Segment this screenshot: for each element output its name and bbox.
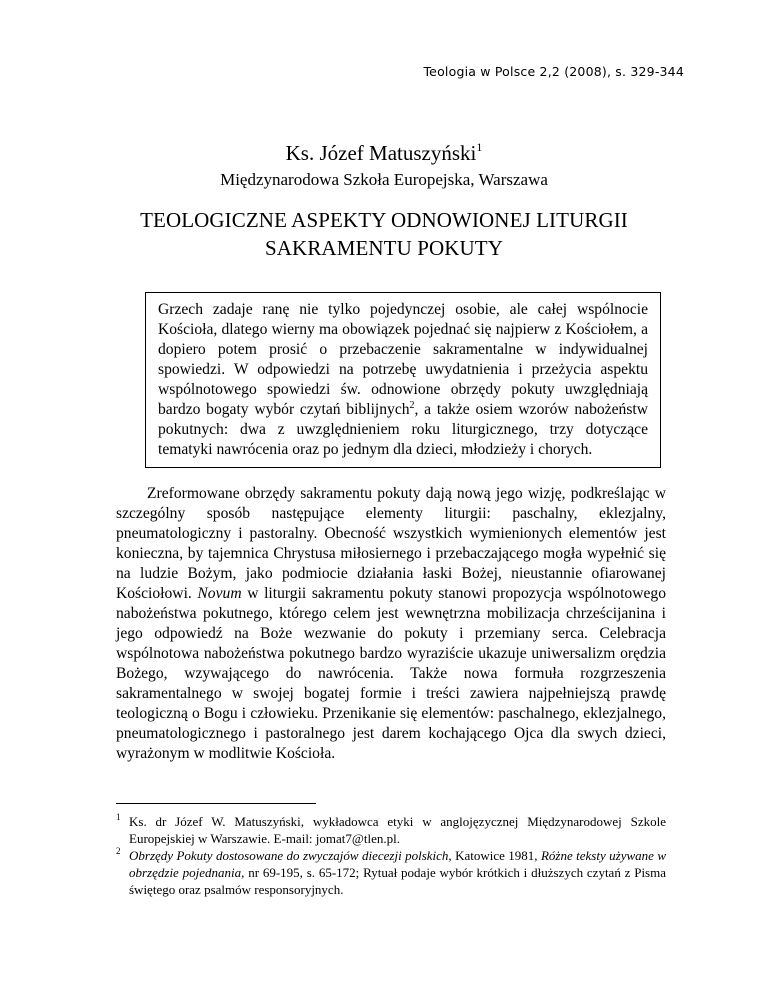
body-text-2: w liturgii sakramentu pokuty stanowi propozycja wspólnotowego nabożeństwa pokutnego, którego celem jest wewnętrzna mobilizacja chrześcijanina i jego odpowiedź na Boże wezwanie do pokuty i przemiany serca. Celebracja wspólnotowa nabożeństwa pokutnego bardzo wyraziście ukazuje uniwersalizm orędzia Bożego, wzywającego do nawrócenia. Także nowa formuła rozgrzeszenia sakramentalnego w swojej bogatej formie i treści zawiera najpełniejszą prawdę teologiczną o Bogu i człowieku. Przenikanie się elementów: paschalnego, eklezjalnego, pneumatologicznego i pastoralnego jest darem kochającego Ojca dla swych dzieci, wyrażonym w modlitwie Kościoła. xyxy=(116,585,666,762)
title-line-2: SAKRAMENTU POKUTY xyxy=(265,236,503,260)
footnote-1 xyxy=(116,813,666,847)
abstract-footnote-ref[interactable]: 2 xyxy=(409,400,415,411)
author-line xyxy=(0,140,768,166)
abstract-text-2: , a także osiem wzorów nabożeństw pokutnych: dwa z uwzględnieniem roku liturgicznego, trzy dotyczące tematyki nawrócenia oraz po jednym dla dzieci, młodzieży i chorych. xyxy=(158,401,648,458)
footnote-2-plain-2: , nr 69-195, s. 65-172; Rytuał podaje wybór krótkich i dłuższych czytań z Pisma świętego oraz psalmów responsoryjnych. xyxy=(129,865,667,897)
footnote-2-plain-1: Katowice 1981, xyxy=(451,848,541,863)
footnotes xyxy=(116,813,666,898)
footnote-2 xyxy=(116,847,666,898)
footnote-divider xyxy=(116,803,316,804)
abstract-text-1: Grzech zadaje ranę nie tylko pojedynczej osobie, ale całej wspólnocie Kościoła, dlatego wierny ma obowiązek pojednać się najpierw z Kościołem, a dopiero potem prosić o przebaczenie sakramentalne w indywidualnej spowiedzi. W odpowiedzi na potrzebę uwydatnienia i przeżycia aspektu wspólnotowego spowiedzi św. odnowione obrzędy pokuty uwzględniają bardzo bogaty wybór czytań biblijnych xyxy=(158,301,648,418)
footnote-1-number: 1 xyxy=(116,812,121,822)
footnote-2-italic-2: Różne teksty używane w obrzędzie pojednania xyxy=(129,848,667,880)
author-name: Ks. Józef Matuszyński xyxy=(285,141,477,165)
author-affiliation: Międzynarodowa Szkoła Europejska, Warszawa xyxy=(220,170,548,189)
author-block xyxy=(0,140,768,192)
title-line-1: TEOLOGICZNE ASPEKTY ODNOWIONEJ LITURGII xyxy=(140,208,628,232)
author-footnote-ref[interactable]: 1 xyxy=(476,140,483,154)
journal-citation: Teologia w Polsce 2,2 (2008), s. 329-344 xyxy=(423,64,684,79)
body-paragraph xyxy=(116,484,666,764)
article-title xyxy=(0,206,768,262)
footnote-1-text: Ks. dr Józef W. Matuszyński, wykładowca etyki w anglojęzycznej Międzynarodowej Szkole Europejskiej w Warszawie. E-mail: jomat7@tlen.pl. xyxy=(129,814,666,846)
body-novum: Novum xyxy=(197,585,242,602)
footnote-2-number: 2 xyxy=(116,846,121,856)
footnote-2-italic-1: Obrzędy Pokuty dostosowane do zwyczajów diecezji polskich, xyxy=(129,848,452,863)
body-text-1: Zreformowane obrzędy sakramentu pokuty dają nową jego wizję, podkreślając w szczególny sposób następujące elementy liturgii: paschalny, eklezjalny, pneumatologiczny i pastoralny. Obecność wszystkich wymienionych elementów jest konieczna, by tajemnica Chrystusa miłosiernego i przebaczającego mogła wypełnić się na ludzie Bożym, jako podmiocie działania łaski Bożej, nieustannie ofiarowanej Kościołowi. xyxy=(116,485,666,602)
abstract-box xyxy=(145,292,661,468)
